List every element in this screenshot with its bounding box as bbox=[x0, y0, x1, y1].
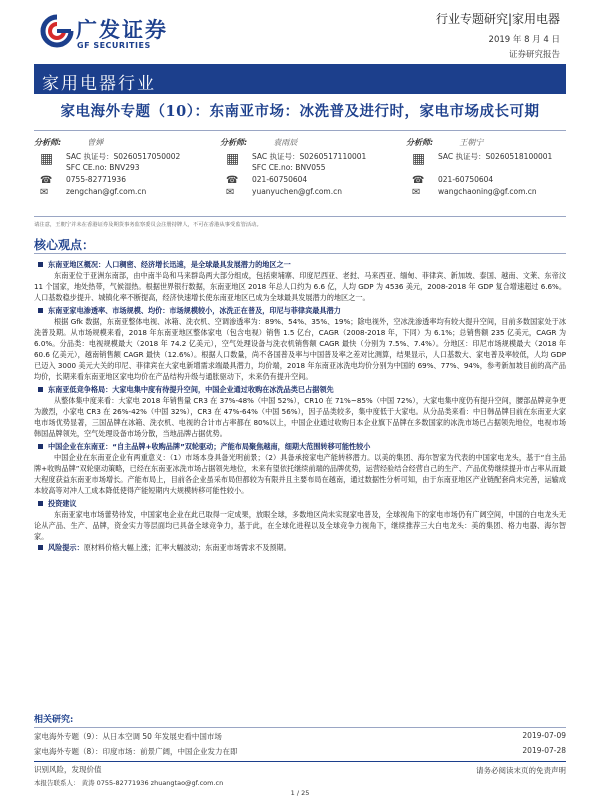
related-item-title[interactable]: 家电海外专题（8）：印度市场：前景广阔，中国企业发力在即 bbox=[34, 747, 238, 756]
footer-slogan: 识别风险，发现价值 bbox=[34, 765, 102, 774]
risk-section bbox=[34, 542, 566, 553]
analyst-sac: SAC 执证号：S0260517050002 bbox=[66, 152, 181, 161]
analyst-label: 分析师: bbox=[220, 138, 248, 147]
section-text: 东南亚家电市场蕾势待发，中国家电企业在此已取得一定成果，放眼全球，多数地区尚未实现家电普及，全球视角下的家电市场仍有广阔空间，中国的白电龙头无论从产品、生产、品牌，资金实力等层面均已具备全球竞争力，基于此，在全球化进程以及全球竞争力视角下，继续推荐三大白电龙头：美的集团、格力电器、海尔智家。 bbox=[34, 510, 566, 541]
analyst-phone: 0755-82771936 bbox=[66, 175, 126, 184]
analyst-sac: SAC 执证号：S0260518100001 bbox=[438, 152, 553, 161]
related-research bbox=[34, 712, 566, 758]
related-title: 相关研究: bbox=[34, 712, 566, 728]
core-views-title: 核心观点： bbox=[34, 238, 95, 252]
section-heading: 中国企业在东南亚：“自主品牌+收购品牌”双轮驱动；产能布局聚焦越南，细期大范围转移可能性较小 bbox=[34, 441, 566, 452]
analyst-sfc: SFC CE.no: BNV293 bbox=[66, 163, 140, 172]
gf-logo-icon bbox=[40, 14, 74, 48]
analyst-name: 袁雨辰 bbox=[273, 138, 298, 147]
analyst-label: 分析师: bbox=[406, 138, 434, 147]
id-card-icon: ▦ bbox=[226, 151, 240, 167]
analyst-name: 曾婵 bbox=[87, 138, 104, 147]
divider bbox=[34, 253, 566, 254]
industry-name: 家用电器行业 bbox=[42, 74, 156, 94]
risk-label: 风险提示： bbox=[48, 543, 84, 552]
id-card-icon: ▦ bbox=[412, 151, 426, 167]
analyst-phone: 021-60750604 bbox=[438, 175, 494, 184]
section-text: 东南亚位于亚洲东南部，由中南半岛和马来群岛两大部分组成，包括柬埔寨、印度尼西亚、老挝、马来西亚、缅甸、菲律宾、新加坡、泰国、越南、文莱、东帝汶 11 个国家，地处热带，气候湿热。根据世界银行数据，东南亚地区 2018 年总人口约为 6.6 亿，人均 GDP 为 4536 美元，2008-2018 年 GDP 复合增速超过 6.6%。人口基数稳步提升、城镇化率不断提高，经济快速增长使东南亚地区已成为全球最具发展潜力的地区之一。 bbox=[34, 271, 566, 302]
report-type: 证券研究报告 bbox=[508, 50, 560, 60]
email-icon: ✉ bbox=[412, 187, 421, 198]
related-item[interactable] bbox=[34, 746, 566, 758]
related-item-date: 2019-07-09 bbox=[522, 731, 566, 740]
analyst-card bbox=[406, 137, 586, 199]
disclaimer: 请注意，王朝宁并未在香港证券及期货事务监察委员会注册持牌人，不可在香港从事受监管活动。 bbox=[34, 216, 566, 228]
section-heading: 东南亚地区概况：人口稠密、经济增长迅速，是全球最具发展潜力的地区之一 bbox=[34, 259, 566, 270]
analyst-card bbox=[34, 137, 214, 199]
footer-disclaimer-note: 请务必阅读末页的免责声明 bbox=[476, 766, 566, 775]
report-body bbox=[34, 259, 566, 553]
report-category: 行业专题研究|家用电器 bbox=[435, 12, 560, 26]
page-header bbox=[0, 0, 600, 62]
phone-icon: ☎ bbox=[226, 175, 239, 186]
logo-subtitle: GF SECURITIES bbox=[77, 41, 151, 50]
related-item-title[interactable]: 家电海外专题（9）：从日本空调 50 年发展史看中国市场 bbox=[34, 732, 222, 741]
analyst-card bbox=[220, 137, 400, 199]
section-text: 根据 Gfk 数据，东南亚整体电视、冰箱、洗衣机、空调渗透率为：89%、54%、35%、19%；除电视外，空冰洗渗透率均有较大提升空间，目前多数国家处于冰洗普及期。从市场规模来看，2018 年东南亚地区整体家电（包含电视）销售 1.5 亿台，CAGR（2008-2018 年，下同）为 6.1%；总销售额 235 亿美元，CAGR 为 6.0%。分品类：电视规模最大（2018 年 74.2 亿美元），空气处理设备与洗衣机销售额 CAGR 最快（分别为 7.5%、7.4%）。分地区：印尼市场规模最大（2018 年 60.6 亿美元），越南销售额 CAGR 最快（12.6%）。根据人口数量，尚不各国普及率与中国普及率之差对比测算，结果显示，人口基数大、家电普及率较低，人均 GDP 已迈入 3000 美元大关的印尼、菲律宾在大家电新增需求端最具潜力，均价端，2018 年东南亚冰洗电均价分别为中国的 69%、77%、94%，参考新加坡目前的高产品均价，长期来看东南亚地区家电均价在产品结构升级与通胀驱动下，未来仍有提升空间。 bbox=[34, 317, 566, 381]
footer bbox=[34, 761, 566, 775]
section-text: 从整体集中度来看：大家电 2018 年销售量 CR3 在 37%-48%（中国 52%），CR10 在 71%~85%（中国 72%），大家电集中度仍有提升空间，腰部品牌竞争更为激烈，小家电 CR3 在 26%-42%（中国 32%），CR3 在 47%-64%（中国 56%），因子品类较多，集中度低于大家电。从分品类来看：中日韩品牌目前在东南亚大家电市场优势显著，三国品牌在冰箱、洗衣机、电视的合计市占率都在 80%以上，中国企业通过收购日本企业旗下品牌在多数国家的冰洗市场已占据领先地位，电视市场韩国品牌领先，空气处理设备市场分散，当地品牌占据优势。 bbox=[34, 396, 566, 438]
footer-contact: 本报告联系人： 黄涛 0755-82771936 zhuangtao@gf.com.cn bbox=[34, 779, 224, 787]
section-text: 中国企业在东南亚企业有两重意义：（1）市场本身具备光明前景；（2）具备承接家电产能转移潜力。以美的集团、海尔智家为代表的中国家电龙头，基于“自主品牌+收购品牌”双轮驱动策略，已经在东南亚冰洗市场占据领先地位，未来有望依托继续前端的品牌优势，运营经验结合经营自己的生产、产品优势继续提升市占率从而最大程度获益东南亚市场增长。产能布局上，目前各企业虽采布局但都较为有限并且主要布局在越南，通过数据性分析可知，由于东南亚地区产业链配套尚未完善，运输成本较高等对冲人工成本降低使得产能短期内大规模转移可能性较小。 bbox=[34, 453, 566, 495]
section-heading: 投资建议 bbox=[34, 498, 566, 509]
risk-text: 原材料价格大幅上涨；汇率大幅波动；东南亚市场需求不及预期。 bbox=[83, 543, 291, 552]
phone-icon: ☎ bbox=[412, 175, 425, 186]
analyst-sac: SAC 执证号：S0260517110001 bbox=[252, 152, 367, 161]
id-card-icon: ▦ bbox=[40, 151, 54, 167]
analyst-email[interactable]: zengchan@gf.com.cn bbox=[66, 187, 147, 196]
report-title: 家电海外专题（10）：东南亚市场：冰洗普及进行时，家电市场成长可期 bbox=[60, 103, 540, 120]
analyst-email[interactable]: yuanyuchen@gf.com.cn bbox=[252, 187, 342, 196]
report-date: 2019 年 8 月 4 日 bbox=[488, 35, 560, 45]
page-number: 1 / 25 bbox=[290, 789, 310, 797]
analyst-block bbox=[34, 130, 566, 214]
section-heading: 东南亚家电渗透率、市场规模、均价：市场规模较小，冰洗正在普及，印尼与菲律宾最具潜力 bbox=[34, 305, 566, 316]
email-icon: ✉ bbox=[226, 187, 235, 198]
email-icon: ✉ bbox=[40, 187, 49, 198]
company-logo bbox=[40, 12, 190, 56]
phone-icon: ☎ bbox=[40, 175, 53, 186]
analyst-label: 分析师: bbox=[34, 138, 62, 147]
analyst-name: 王朝宁 bbox=[459, 138, 484, 147]
related-item[interactable] bbox=[34, 731, 566, 743]
analyst-email[interactable]: wangchaoning@gf.com.cn bbox=[438, 187, 537, 196]
related-item-date: 2019-07-28 bbox=[522, 746, 566, 755]
analyst-phone: 021-60750604 bbox=[252, 175, 308, 184]
logo-text: 广发证券 bbox=[76, 18, 168, 42]
industry-band bbox=[34, 64, 566, 94]
section-heading: 东南亚低竞争格局：大家电集中度有待提升空间，中国企业通过收购在冰洗品类已占据领先 bbox=[34, 384, 566, 395]
analyst-sfc: SFC CE.no: BNV055 bbox=[252, 163, 326, 172]
